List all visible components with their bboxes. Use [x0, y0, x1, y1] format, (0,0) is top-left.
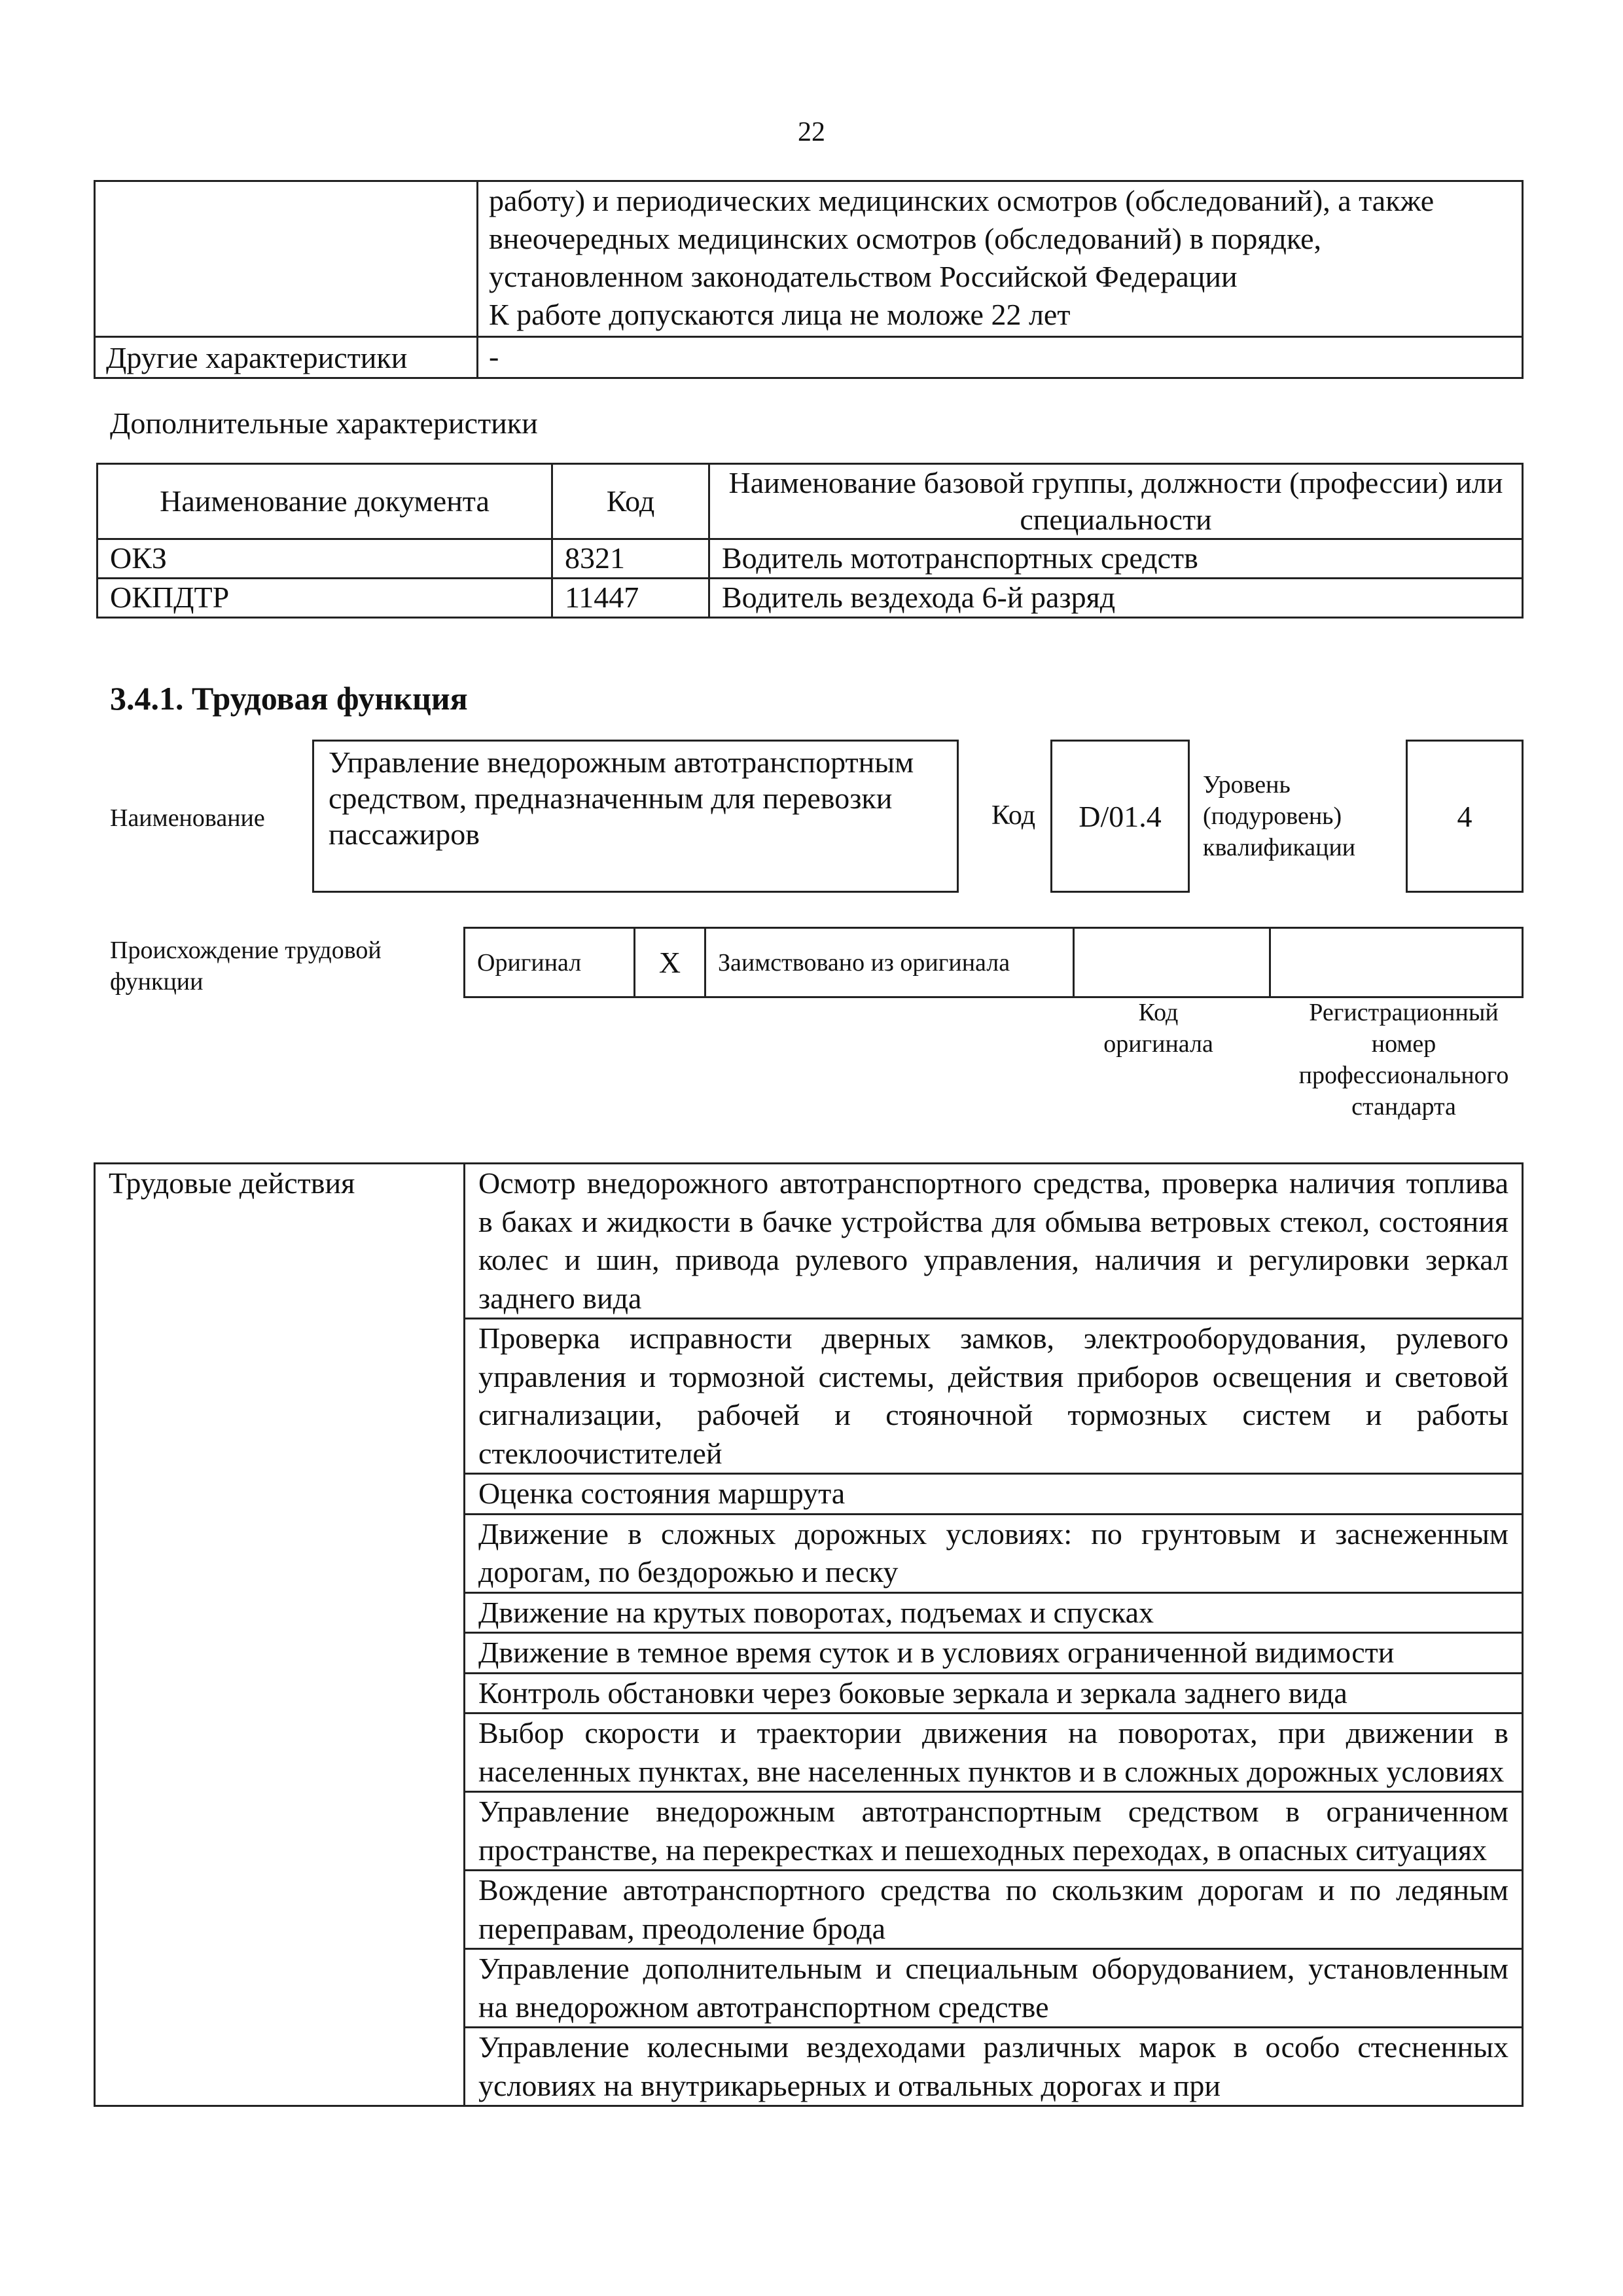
name-cell: Водитель мототранспортных средств	[709, 539, 1523, 579]
labor-action: Управление внедорожным автотранспортным средством в ограниченном пространстве, на перекрестках и пешеходных переходах, в опасных ситуациях	[465, 1792, 1523, 1871]
function-name-label: Наименование	[110, 804, 265, 832]
caption-line: стандарта	[1351, 1093, 1456, 1121]
table-row	[98, 539, 1523, 579]
caption-line: оригинала	[1103, 1030, 1213, 1058]
requirements-cell	[478, 181, 1523, 337]
labor-action: Осмотр внедорожного автотранспортного средства, проверка наличия топлива в баках и жидкости в бачке устройства для обмыва ветровых стекол, состояния колес и шин, привода рулевого управления, наличия и регулировки зеркал заднего вида	[465, 1164, 1523, 1319]
doc-cell: ОКЗ	[98, 539, 552, 579]
borrowed-label: Заимствовано из оригинала	[705, 928, 1074, 997]
labor-action: Вождение автотранспортного средства по скользким дорогам и по ледяным переправам, преодоление брода	[465, 1871, 1523, 1949]
code-cell: 11447	[552, 579, 709, 618]
caption-line: Код	[1138, 999, 1179, 1026]
caption-line: Регистрационный	[1309, 999, 1499, 1026]
registration-number-caption	[1266, 997, 1541, 1122]
table-header-row	[98, 464, 1523, 539]
doc-cell: ОКПДТР	[98, 579, 552, 618]
caption-line: профессионального	[1298, 1062, 1509, 1089]
function-name-box: Управление внедорожным автотранспортным средством, предназначенным для перевозки пассажиров	[312, 740, 959, 893]
labor-action: Движение в темное время суток и в условиях ограниченной видимости	[465, 1633, 1523, 1674]
table-row	[95, 1164, 1523, 1319]
origin-table	[463, 927, 1524, 998]
labor-action: Управление дополнительным и специальным оборудованием, установленным на внедорожном автотранспортном средстве	[465, 1949, 1523, 2028]
labor-actions-table	[94, 1162, 1524, 2107]
registration-number-cell	[1270, 928, 1523, 997]
labor-action: Оценка состояния маршрута	[465, 1474, 1523, 1515]
name-cell: Водитель вездехода 6-й разряд	[709, 579, 1523, 618]
qualification-level-label	[1203, 769, 1355, 863]
additional-characteristics-table	[96, 463, 1524, 619]
other-characteristics-label: Другие характеристики	[95, 337, 478, 378]
level-label-line: (подуровень)	[1203, 802, 1342, 830]
labor-action: Выбор скорости и траектории движения на поворотах, при движении в населенных пунктах, вне населенных пунктов и в сложных дорожных условиях	[465, 1713, 1523, 1792]
original-code-caption	[1060, 997, 1257, 1060]
labor-actions-label: Трудовые действия	[95, 1164, 465, 2106]
labor-action: Движение в сложных дорожных условиях: по грунтовым и заснеженным дорогам, по бездорожью и песку	[465, 1514, 1523, 1592]
table-row	[95, 181, 1523, 337]
section-title: 3.4.1. Трудовая функция	[110, 680, 468, 717]
header-group: Наименование базовой группы, должности (профессии) или специальности	[709, 464, 1523, 539]
header-code: Код	[552, 464, 709, 539]
header-document: Наименование документа	[98, 464, 552, 539]
labor-action: Проверка исправности дверных замков, электрооборудования, рулевого управления и тормозной системы, действия приборов освещения и световой сигнализации, рабочей и стояночной тормозных систем и работы стеклоочистителей	[465, 1319, 1523, 1474]
requirements-table	[94, 180, 1524, 379]
labor-action: Управление колесными вездеходами различных марок в особо стесненных условиях на внутрикарьерных и отвальных дорогах и при	[465, 2028, 1523, 2106]
additional-characteristics-title: Дополнительные характеристики	[110, 406, 538, 440]
labor-action: Контроль обстановки через боковые зеркала и зеркала заднего вида	[465, 1673, 1523, 1713]
level-label-line: квалификации	[1203, 834, 1356, 861]
table-row	[98, 579, 1523, 618]
qualification-level-box: 4	[1406, 740, 1524, 893]
original-code-cell	[1074, 928, 1270, 997]
code-cell: 8321	[552, 539, 709, 579]
level-label-line: Уровень	[1203, 771, 1291, 798]
table-row	[95, 337, 1523, 378]
function-code-label: Код	[991, 800, 1036, 831]
other-characteristics-value: -	[478, 337, 1523, 378]
page-number: 22	[798, 117, 825, 147]
original-mark: X	[635, 928, 705, 997]
empty-cell	[95, 181, 478, 337]
table-row	[465, 928, 1523, 997]
age-requirement: К работе допускаются лица не моложе 22 лет	[489, 298, 1071, 331]
function-origin-label: Происхождение трудовой функции	[110, 937, 382, 996]
requirements-text: работу) и периодических медицинских осмотров (обследований), а также внеочередных медицинских осмотров (обследований) в порядке, установленном законодательством Российской Федерации	[489, 184, 1435, 293]
caption-line: номер	[1371, 1030, 1436, 1058]
function-code-box: D/01.4	[1050, 740, 1190, 893]
original-label: Оригинал	[465, 928, 635, 997]
labor-action: Движение на крутых поворотах, подъемах и спусках	[465, 1592, 1523, 1633]
